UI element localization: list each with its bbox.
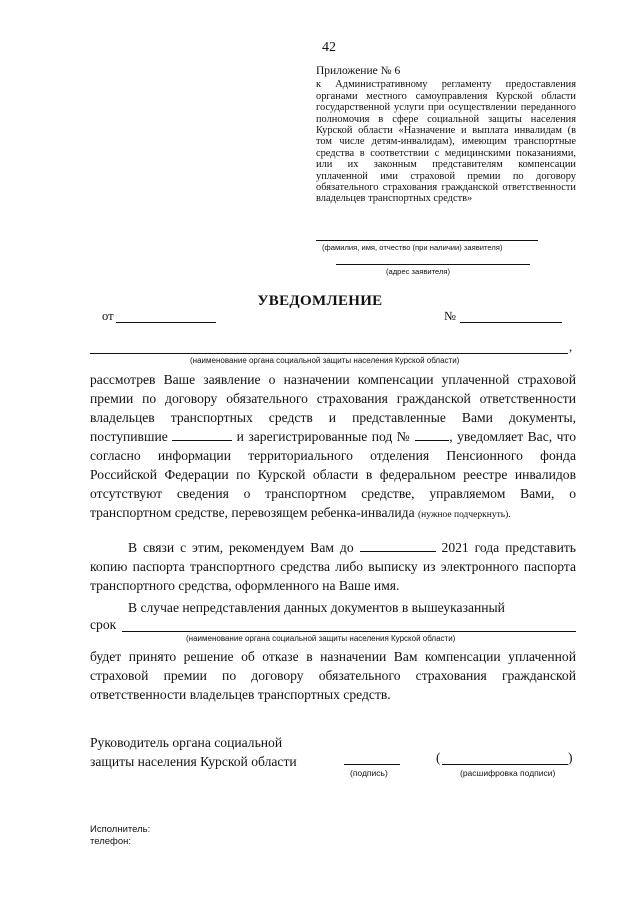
received-date-blank [172, 428, 232, 441]
decode-close-paren: ) [568, 750, 573, 765]
footer [90, 824, 150, 848]
from-date-line [116, 322, 216, 323]
appendix-block [316, 66, 576, 205]
deadline-date-blank [360, 539, 436, 552]
signatory-title [90, 733, 297, 771]
applicant-address-line [336, 264, 530, 265]
signature-line [344, 764, 400, 765]
applicant-address-caption: (адрес заявителя) [386, 267, 451, 276]
paragraph-1-part-3: , уведомляет Вас, что согласно информации территориального отделения Пенсионного фонда Российской Федерации по Курской области в федеральном реестре инвалидов отсутствуют сведения о транспортном средстве, управляемом Вами, о транспортном средстве, перевозящем ребенка-инвалида [90, 429, 576, 520]
decode-open-paren: ( [436, 750, 441, 765]
from-label: от [102, 309, 114, 323]
decode-caption: (расшифровка подписи) [460, 768, 556, 778]
registration-number-blank [415, 428, 449, 441]
paragraph-1-part-2: и зарегистрированные под № [236, 429, 411, 444]
executor-label: Исполнитель: [90, 824, 151, 835]
paragraph-2-part-1: В связи с этим, рекомендуем Вам до [128, 540, 354, 555]
applicant-name-line [316, 240, 538, 241]
paragraph-1-part-1: рассмотрев Ваше заявление о назначении компенсации уплаченной страховой премии по договору обязательного страхования гражданской ответственности владельцев транспортных средств и представленные Вами документы, поступившие [90, 372, 576, 444]
deadline-authority-line [122, 631, 576, 632]
applicant-name-caption: (фамилия, имя, отчество (при наличии) заявителя) [322, 243, 503, 252]
number-line [460, 322, 562, 323]
decode-line [442, 764, 568, 765]
paragraph-3 [90, 598, 576, 617]
authority-caption: (наименование органа социальной защиты населения Курской области) [190, 356, 460, 365]
phone-label: телефон: [90, 836, 132, 847]
paragraph-1 [90, 370, 576, 525]
page-number: 42 [322, 40, 336, 55]
paragraph-1-note: (нужное подчеркнуть). [418, 510, 511, 520]
appendix-heading: Приложение № 6 [316, 65, 401, 77]
number-label: № [444, 309, 456, 323]
paragraph-3-part-1: В случае непредставления данных документов в вышеуказанный [128, 600, 505, 615]
signatory-line-2: защиты населения Курской области [90, 754, 297, 769]
deadline-label: срок [90, 617, 117, 632]
paragraph-3-part-2: будет принято решение об отказе в назначении Вам компенсации уплаченной страховой премии по договору обязательного страхования гражданской ответственности владельцев транспортных средств. [90, 649, 576, 702]
deadline-authority-caption: (наименование органа социальной защиты населения Курской области) [186, 634, 456, 643]
paragraph-2-part-2: 2021 года представить копию паспорта транспортного средства либо выписку из электронного паспорта транспортного средства, оформленного на Ваше имя. [90, 540, 576, 593]
signatory-line-1: Руководитель органа социальной [90, 735, 283, 750]
paragraph-2 [90, 538, 576, 595]
authority-comma: , [569, 340, 573, 354]
appendix-text: к Административному регламенту предоставления органами местного самоуправления Курской области государственной услуги при осуществлении переданного полномочия в сфере социальной защиты населения Курской области «Назначение и выплата инвалидам (в том числе детям-инвалидам), имеющим транспортные средства в соответствии с медицинскими показаниями, или их законным представителям компенсации уплаченной ими страховой премии по договору обязательного страхования гражданской ответственности владельцев транспортных средств» [316, 79, 576, 205]
authority-line [90, 353, 568, 354]
signature-caption: (подпись) [350, 768, 388, 778]
document-title: УВЕДОМЛЕНИЕ [257, 293, 383, 309]
